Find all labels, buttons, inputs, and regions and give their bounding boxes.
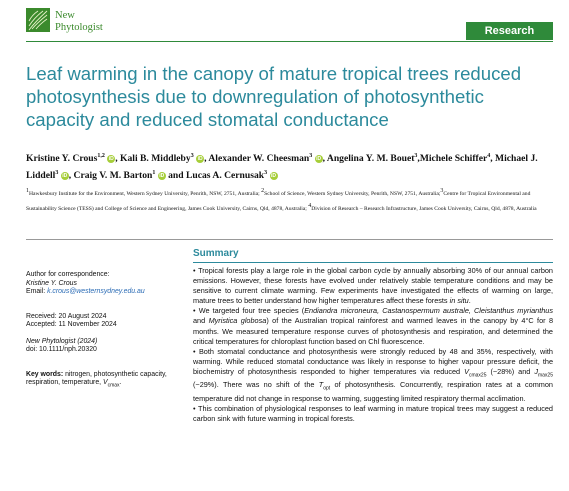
author-separator: , [417,153,420,164]
author-separator: , [204,153,209,164]
author-name: Lucas A. Cernusak [186,170,265,181]
orcid-icon[interactable]: iD [159,172,165,179]
correspondence-name: Kristine Y. Crous [26,279,77,287]
keywords: Key words: nitrogen, photosynthetic capacity, respiration, temperature, $V_{cmax}$. [26,370,167,389]
author-affiliation-sup: 3 [190,152,194,159]
accepted-date: Accepted: 11 November 2024 [26,321,117,328]
email-label: Email: [26,288,48,295]
author-name: Kali B. Middleby [120,153,191,164]
summary-point-1: • Tropical forests play a large role in the global carbon cycle by annually absorbing 30% of our annual carbon emissions. However, these forests have evolved under relatively stable temperature conditions and may be sensitive to current climate warming. Few experiments have investigated the effects of warming on large, mature trees to better understand how higher temperatures affect these forests in situ. [193,266,553,306]
journal-logo-icon [26,8,50,32]
affiliation-number: 3 [440,188,444,195]
author-name: Michael J. Liddell [26,153,538,181]
affiliation-text: Division of Research – Research Infrastructure, James Cook University, Cairns, Qld, 4878, Australia [311,205,537,212]
journal-name-line1: New [55,10,75,21]
author-affiliation-sup: 1 [152,169,156,176]
email-line [26,288,178,297]
summary-divider [193,262,553,263]
affiliation-divider [26,239,553,240]
summary-body [193,266,553,424]
author-separator: and [165,170,186,181]
author-affiliation-sup: 3 [309,152,313,159]
orcid-icon[interactable]: iD [197,155,203,162]
author-affiliation-sup: 4 [487,152,491,159]
author-list [26,150,556,184]
keywords-label: Key words: [26,370,64,378]
received-date: Received: 20 August 2024 [26,312,107,320]
article-sidebar [26,271,178,390]
affiliation-text: School of Science, Western Sydney University, Penrith, NSW, 2751, Australia; [264,191,441,197]
author-name: Michele Schiffer [419,153,488,164]
affiliations [26,187,561,216]
affiliation-text: Hawkesbury Institute for the Environment, Western Sydney University, Penrith, NSW, 2751, Australia; [29,191,262,197]
orcid-icon[interactable]: iD [62,172,68,179]
author-separator: , [68,170,74,181]
journal-citation: New Phytologist (2024) [26,337,98,345]
email-link[interactable]: k.crous@westernsydney.edu.au [47,288,145,295]
summary-heading: Summary [193,248,239,259]
orcid-icon[interactable]: iD [271,172,277,179]
author-affiliation-sup: 3 [414,152,418,159]
affiliation-number: 2 [261,188,265,195]
author-name: Angelina Y. M. Bouet [326,153,415,164]
author-name: Alexander W. Cheesman [208,153,310,164]
doi[interactable]: doi: 10.1111/nph.20320 [26,346,97,353]
correspondence-label: Author for correspondence: [26,271,110,278]
author-affiliation-sup: 3 [55,169,59,176]
author-separator: , [490,153,496,164]
orcid-icon[interactable]: iD [108,155,114,162]
journal-name [55,10,103,34]
author-name: Craig V. M. Barton [73,170,153,181]
author-affiliation-sup: 3 [264,169,268,176]
author-name: Kristine Y. Crous [26,153,98,164]
article-type-badge: Research [466,22,553,40]
summary-point-3: • Both stomatal conductance and photosynthesis were strongly reduced by 48 and 35%, respectively, with warming. While reduced stomatal conductance was likely in response to higher vapour pressure deficit, the biochemistry of photosynthesis responded to higher temperatures via reduced $V_{cmax25}$ (−28%) and $J_{max25}$ (−29%). There was no shift of the $T_{opt}$ of photosynthesis. Concurrently, respiration rates at a common temperature did not change in response to warming, suggesting limited respiratory thermal acclimation. [193,347,553,404]
keywords-text: nitrogen, photosynthetic capacity, respiration, temperature, [26,370,167,386]
affiliation-text: Centre for Tropical Environmental and Sustainability Science (TESS) and College of Science and Engineering, James Cook University, Cairns, Qld, 4878, Australia; [26,191,531,212]
author-affiliation-sup: 1,2 [97,152,105,159]
orcid-icon[interactable]: iD [316,155,322,162]
summary-point-4: • This combination of physiological responses to leaf warming in mature tropical trees may suggest a reduced carbon sink with future warming in tropical forests. [193,404,553,424]
journal-name-line2: Phytologist [55,22,103,33]
article-title: Leaf warming in the canopy of mature tropical trees reduced photosynthesis due to downregulation of photosynthetic capacity and reduced stomatal conductance [26,63,522,130]
author-separator: , [115,153,121,164]
summary-point-2: • We targeted four tree species (Endiandra microneura, Castanospermum australe, Cleistanthus myrianthus and Myristica globosa) of the Australian tropical rainforest and warmed leaves in the canopy by 4°C for 8 months. We measured temperature response curves of photosynthesis and respiration, and determined the critical temperatures for chloroplast function based on Chl fluorescence. [193,306,553,346]
header-divider [26,41,553,42]
affiliation-number: 4 [308,202,312,209]
author-separator: , [322,153,327,164]
affiliation-number: 1 [26,188,29,195]
